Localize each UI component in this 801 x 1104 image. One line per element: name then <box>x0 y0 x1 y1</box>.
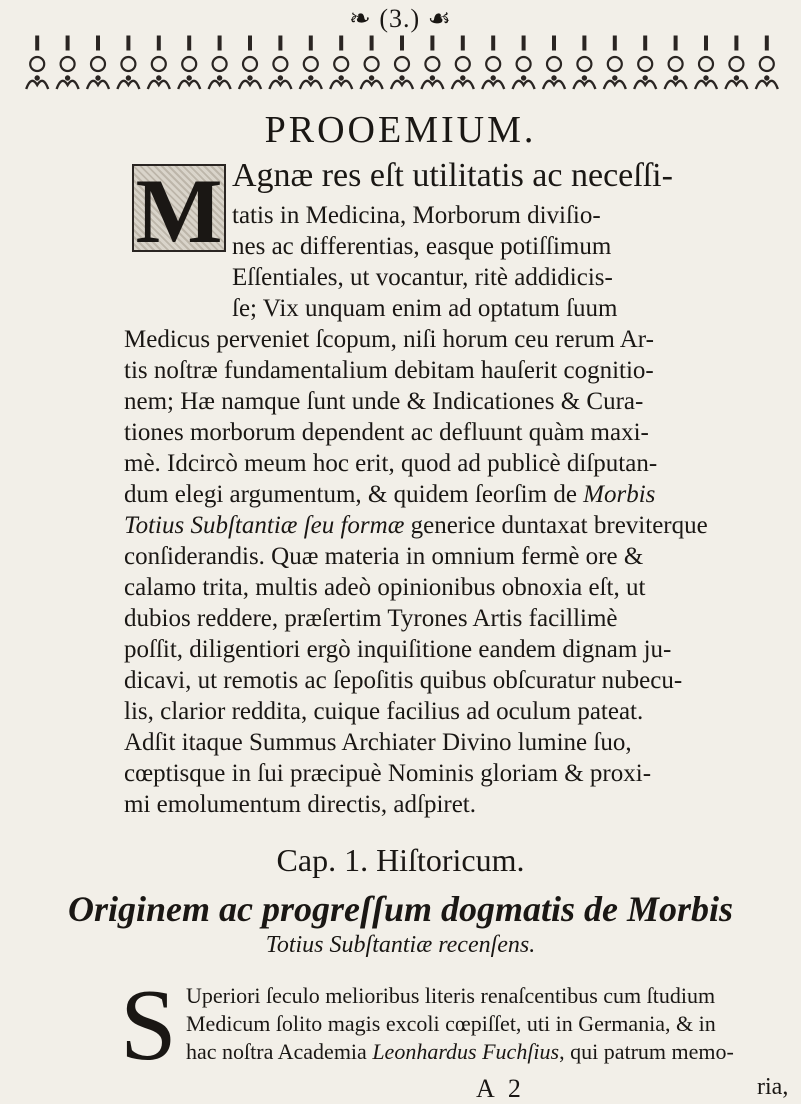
ornament-fleuron-icon <box>543 36 565 89</box>
ornament-fleuron-icon <box>634 36 656 89</box>
decorative-ornament-band <box>22 34 782 104</box>
ornament-fleuron-icon <box>665 36 687 89</box>
chapter-subheading-2: Totius Subſtantiæ recenſens. <box>265 932 536 958</box>
ornament-fleuron-icon <box>330 36 352 89</box>
intro-line-7: tis noſtræ fundamentalium debitam hauſerit cognitio- <box>124 357 654 384</box>
intro-line-17: dicavi, ut remotis ac ſepoſitis quibus obſcuratur nubecu- <box>124 667 683 694</box>
intro-line-10: mè. Idcircò meum hoc erit, quod ad publicè diſputan- <box>124 450 658 477</box>
ornament-fleuron-icon <box>239 36 261 89</box>
catchword: ria, <box>757 1074 789 1100</box>
ornament-fleuron-icon <box>148 36 170 89</box>
intro-line-12: Totius Subſtantiæ ſeu formæ generice duntaxat breviterque <box>124 512 708 539</box>
ornament-fleuron-icon <box>87 36 109 89</box>
page-title: PROOEMIUM. <box>264 109 537 151</box>
ornament-fleuron-icon <box>178 36 200 89</box>
ornament-fleuron-icon <box>269 36 291 89</box>
ornament-fleuron-icon <box>209 36 231 89</box>
intro-line-5: ſe; Vix unquam enim ad optatum ſuum <box>232 295 618 322</box>
signature-mark: A 2 <box>476 1074 525 1103</box>
chapter-line-3: hac noſtra Academia Leonhardus Fuchſius, qui patrum memo- <box>186 1039 734 1064</box>
ornament-fleuron-icon <box>117 36 139 89</box>
header-right-ornament-icon: ☙ <box>427 4 452 33</box>
ornament-fleuron-icon <box>391 36 413 89</box>
drop-cap-s: S <box>120 969 177 1082</box>
intro-line-3: nes ac differentias, easque potiſſimum <box>232 233 612 260</box>
intro-line-13: conſiderandis. Quæ materia in omnium fermè ore & <box>124 543 644 570</box>
chapter-line-1: Uperiori ſeculo melioribus literis renaſcentibus cum ſtudium <box>186 983 716 1008</box>
ornament-fleuron-icon <box>26 36 48 89</box>
chapter-heading: Cap. 1. Hiſtoricum. <box>276 842 525 878</box>
intro-line-19: Adſit itaque Summus Archiater Divino lumine ſuo, <box>124 729 632 756</box>
ornament-fleuron-icon <box>725 36 747 89</box>
intro-line-21: mi emolumentum directis, adſpiret. <box>124 791 477 818</box>
intro-line-14: calamo trita, multis adeò opinionibus obnoxia eſt, ut <box>124 574 646 601</box>
decorated-initial-m: M <box>132 164 226 252</box>
chapter-line-2: Medicum ſolito magis excoli cœpiſſet, uti in Germania, & in <box>186 1011 716 1036</box>
intro-line-4: Eſſentiales, ut vocantur, ritè addidicis- <box>232 264 613 291</box>
intro-line-1: Agnæ res eſt utilitatis ac neceſſi- <box>232 157 673 194</box>
ornament-fleuron-icon <box>756 36 778 89</box>
intro-line-20: cœptisque in ſui præcipuè Nominis gloriam & proxi- <box>124 760 652 787</box>
intro-line-8: nem; Hæ namque ſunt unde & Indicationes & Cura- <box>124 388 644 415</box>
ornament-fleuron-icon <box>604 36 626 89</box>
ornament-fleuron-icon <box>361 36 383 89</box>
page-number-mark: ❧ (3.) ☙ <box>349 4 452 33</box>
ornament-fleuron-icon <box>482 36 504 89</box>
intro-line-16: poſſit, diligentiori ergò inquiſitione eandem dignam ju- <box>124 636 672 663</box>
ornament-fleuron-icon <box>573 36 595 89</box>
ornament-fleuron-icon <box>695 36 717 89</box>
intro-line-2: tatis in Medicina, Morborum diviſio- <box>232 202 601 229</box>
ornament-fleuron-icon <box>452 36 474 89</box>
intro-line-18: lis, clarior reddita, cuique facilius ad oculum pateat. <box>124 698 644 725</box>
intro-line-11: dum elegi argumentum, & quidem ſeorſim de Morbis <box>124 481 656 508</box>
ornament-fleuron-icon <box>57 36 79 89</box>
intro-line-15: dubios reddere, præſertim Tyrones Artis facillimè <box>124 605 618 632</box>
intro-line-6: Medicus perveniet ſcopum, niſi horum ceu rerum Ar- <box>124 326 654 353</box>
ornament-fleuron-icon <box>421 36 443 89</box>
ornament-fleuron-icon <box>300 36 322 89</box>
intro-line-9: tiones morborum dependent ac defluunt quàm maxi- <box>124 419 649 446</box>
ornament-fleuron-icon <box>513 36 535 89</box>
header-left-ornament-icon: ❧ <box>349 4 372 33</box>
chapter-subheading: Originem ac progreſſum dogmatis de Morbis <box>67 889 733 929</box>
